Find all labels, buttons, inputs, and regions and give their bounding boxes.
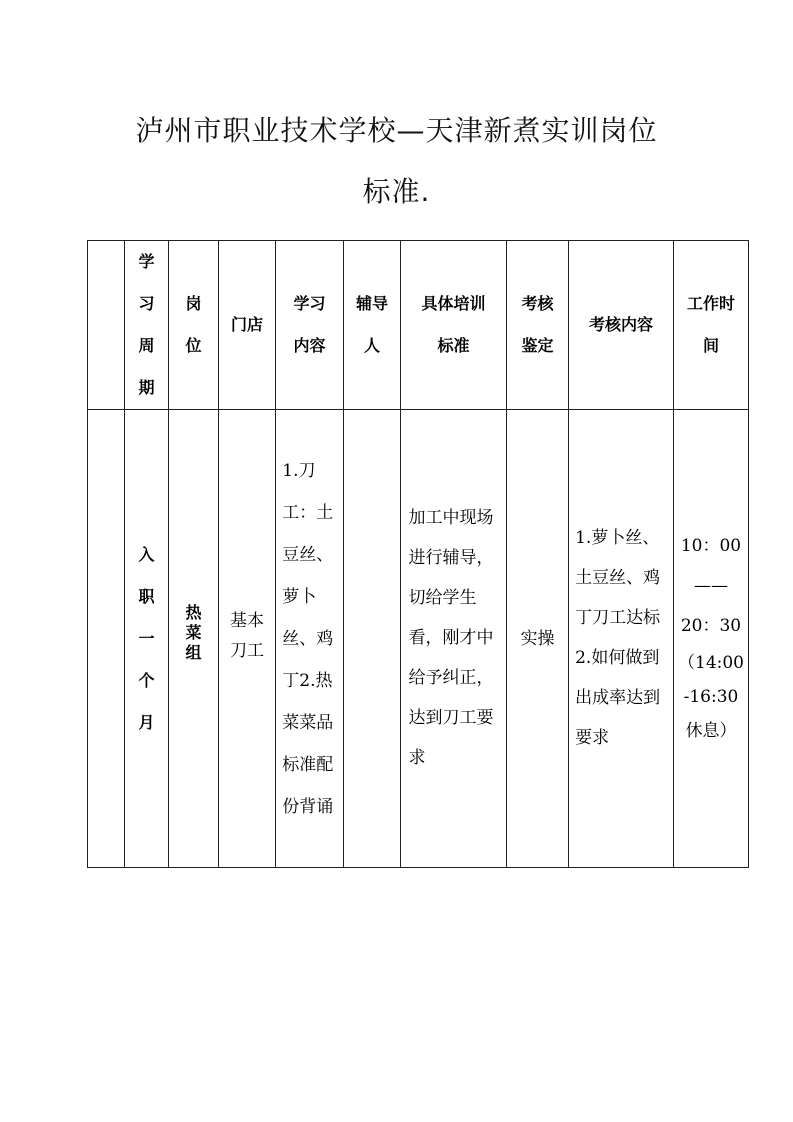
cell-work-time [674, 410, 749, 868]
work-time-end: 20：30 [680, 615, 742, 636]
page-title-line-2: 标准. [362, 175, 431, 208]
training-standard-table [87, 240, 749, 868]
header-work-time: 工作时间 [674, 241, 749, 410]
header-position: 岗位 [169, 241, 219, 410]
table-row [88, 410, 749, 868]
cell-store: 基本刀工 [219, 410, 276, 868]
cell-position: 热菜组 [169, 410, 219, 868]
work-time-break: （14:00-16:30休息） [678, 652, 744, 741]
cell-assessment-method: 实操 [507, 410, 569, 868]
cell-mentor [344, 410, 401, 868]
work-time-start: 10：00 [680, 535, 742, 556]
header-assessment-content: 考核内容 [569, 241, 674, 410]
cell-study-content: 1.刀工：土豆丝、萝卜丝、鸡丁2.热菜菜品标准配份背诵 [276, 410, 344, 868]
table-header-row [88, 241, 749, 410]
header-blank [88, 241, 125, 410]
header-training-standard: 具体培训标准 [401, 241, 507, 410]
cell-training-standard: 加工中现场进行辅导，切给学生看，刚才中给予纠正，达到刀工要求 [401, 410, 507, 868]
header-study-content: 学习内容 [276, 241, 344, 410]
header-assessment: 考核鉴定 [507, 241, 569, 410]
page-title-line-1: 泸州市职业技术学校—天津新煮实训岗位 [135, 114, 658, 147]
header-study-period: 学习周期 [125, 241, 169, 410]
cell-study-period: 入职一个月 [125, 410, 169, 868]
cell-assessment-content: 1.萝卜丝、土豆丝、鸡丁刀工达标2.如何做到出成率达到要求 [569, 410, 674, 868]
cell-blank [88, 410, 125, 868]
header-store: 门店 [219, 241, 276, 410]
header-mentor: 辅导人 [344, 241, 401, 410]
work-time-dash: —— [694, 575, 728, 596]
